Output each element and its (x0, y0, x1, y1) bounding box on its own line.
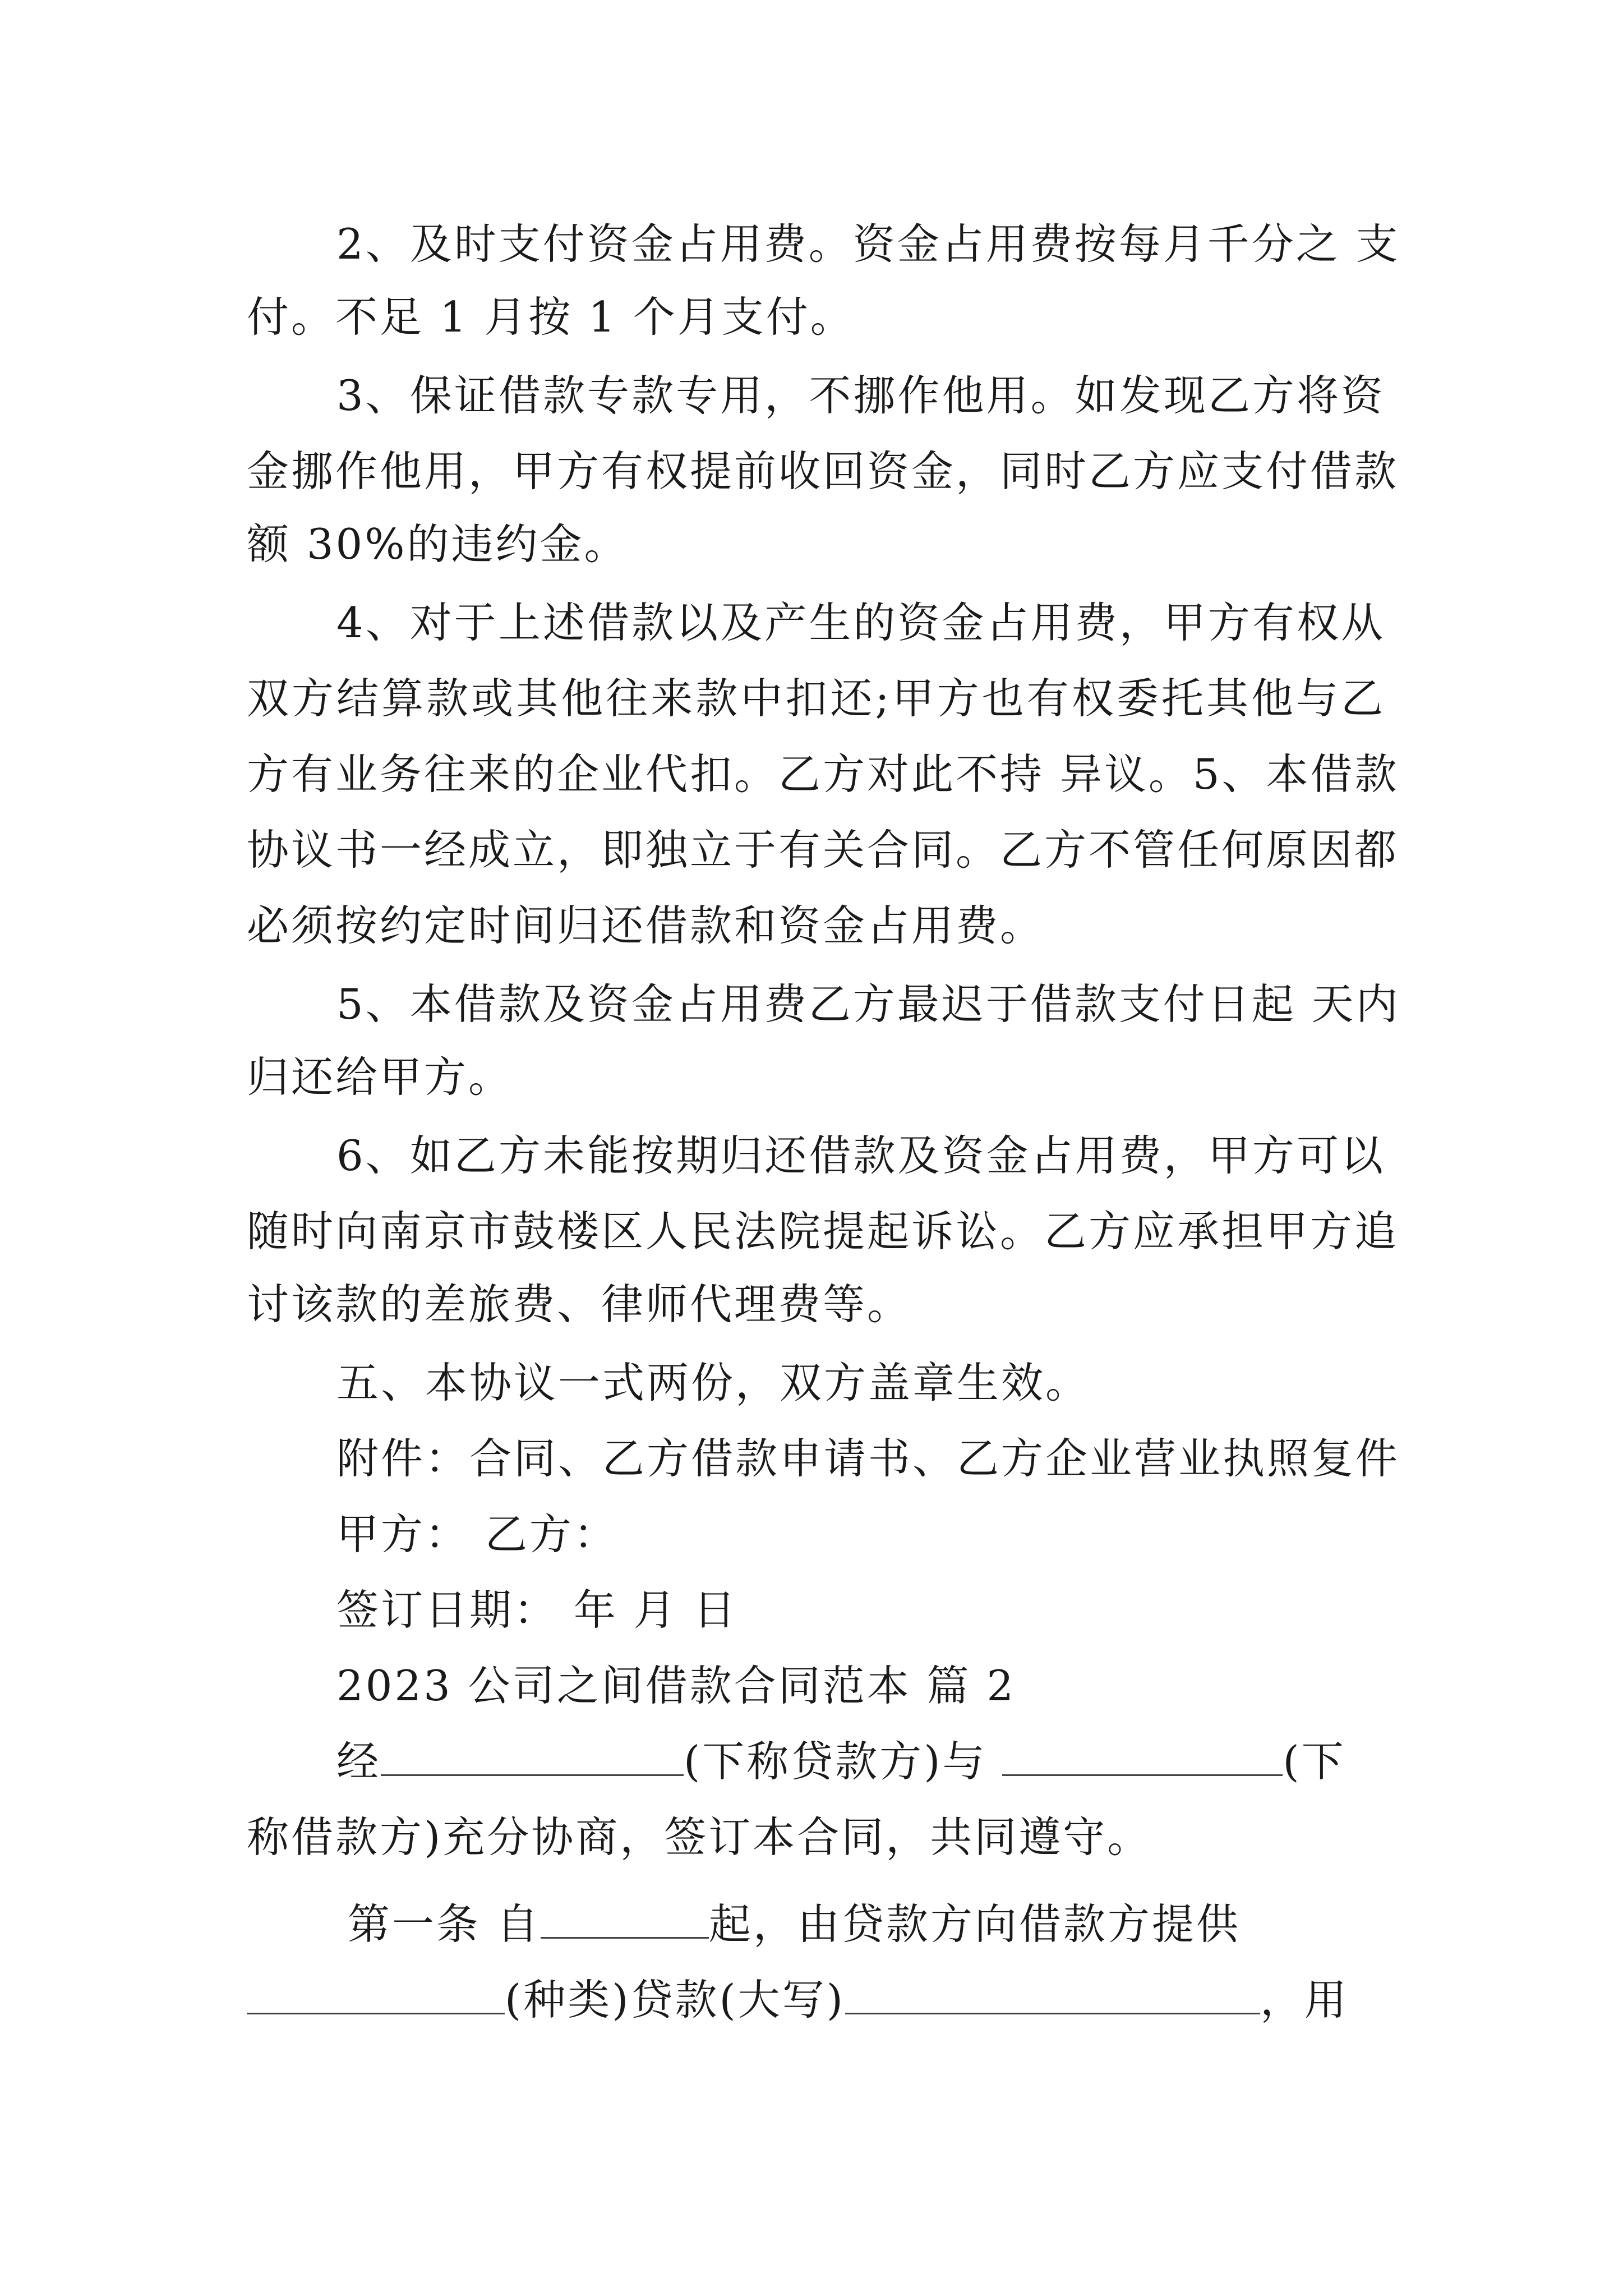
sign-date-line: 签订日期： 年 月 日 (336, 1585, 738, 1635)
paragraph-line: 方有业务往来的企业代扣。乙方对此不持 异议。5、本借款 (247, 749, 1399, 799)
paragraph-line: 3、保证借款专款专用，不挪作他用。如发现乙方将资 (336, 371, 1385, 420)
signature-parties-line: 甲方： 乙方： (336, 1510, 618, 1559)
start-date-blank (541, 1898, 709, 1939)
lender-blank (381, 1735, 684, 1776)
paragraph-line: 6、如乙方未能按期归还借款及资金占用费，甲方可以 (336, 1131, 1385, 1180)
contract-intro-line (336, 1733, 1385, 1789)
paragraph-line: 5、本借款及资金占用费乙方最迟于借款支付日起 天内 (336, 979, 1400, 1029)
paragraph-line: 金挪作他用，甲方有权提前收回资金，同时乙方应支付借款 (247, 447, 1399, 496)
paragraph-line: 随时向南京市鼓楼区人民法院提起诉讼。乙方应承担甲方追 (247, 1207, 1399, 1256)
paragraph-line: 五、本协议一式两份，双方盖章生效。 (336, 1358, 1090, 1407)
loan-type-blank (247, 1973, 505, 2014)
article1-line (348, 1896, 1396, 1952)
article1-line2-suffix: ，用 (1260, 1975, 1349, 2024)
paragraph-line: 归还给甲方。 (247, 1052, 513, 1102)
paragraph-line: 附件：合同、乙方借款申请书、乙方企业营业执照复件 (336, 1434, 1400, 1483)
article1-prefix: 第一条 自 (348, 1899, 541, 1949)
contract-prefix: 经 (336, 1737, 381, 1786)
paragraph-line: 2、及时支付资金占用费。资金占用费按每月千分之 支 (336, 219, 1400, 269)
article1-mid: (种类)贷款(大写) (505, 1975, 846, 2024)
paragraph-line: 双方结算款或其他往来款中扣还;甲方也有权委托其他与乙 (247, 674, 1385, 723)
article1-suffix: 起，由贷款方向借款方提供 (708, 1899, 1241, 1949)
contract-suffix: (下 (1283, 1737, 1346, 1786)
paragraph-line: 必须按约定时间归还借款和资金占用费。 (247, 901, 1045, 950)
paragraph-line: 讨该款的差旅费、律师代理费等。 (247, 1280, 912, 1329)
paragraph-line: 协议书一经成立，即独立于有关合同。乙方不管任何原因都 (247, 825, 1399, 875)
paragraph-line: 4、对于上述借款以及产生的资金占用费，甲方有权从 (336, 598, 1385, 647)
article1-line2 (247, 1972, 1385, 2028)
amount-blank (845, 1973, 1260, 2014)
contract-mid: (下称贷款方)与 (684, 1737, 1003, 1786)
section-heading: 2023 公司之间借款合同范本 篇 2 (336, 1661, 1016, 1710)
paragraph-line: 额 30%的违约金。 (247, 519, 629, 569)
paragraph-line: 付。不足 1 月按 1 个月支付。 (247, 292, 855, 342)
paragraph-line: 称借款方)充分协商，签订本合同，共同遵守。 (247, 1812, 1152, 1862)
borrower-blank (1002, 1735, 1283, 1776)
